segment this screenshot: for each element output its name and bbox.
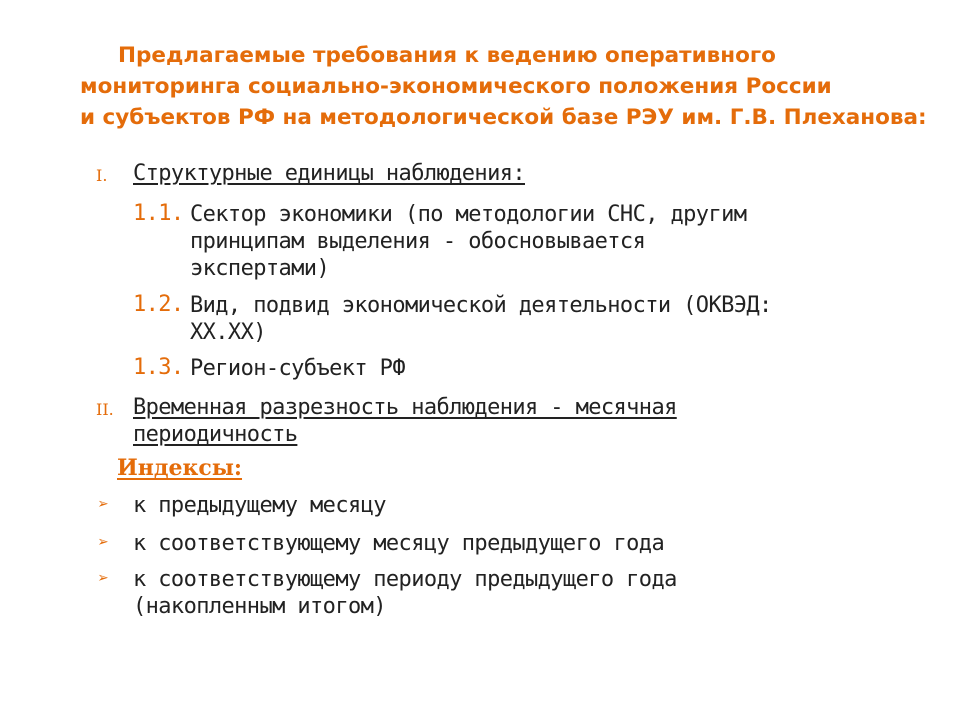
section-2-line-1: Временная разрезность наблюдения - месячная (133, 395, 677, 420)
title-line-1: Предлагаемые требования к ведению оперативного (118, 43, 776, 68)
item-1-1-number: 1.1. (133, 201, 184, 226)
section-1-marker: I. (96, 166, 108, 185)
item-1-2-number: 1.2. (133, 292, 184, 317)
item-1-3-number: 1.3. (133, 355, 184, 380)
arrow-bullet-icon: ➢ (98, 532, 109, 553)
index-item-1: к предыдущему месяцу (133, 493, 386, 518)
index-item-2: к соответствующему месяцу предыдущего года (133, 531, 665, 556)
arrow-bullet-icon: ➢ (98, 494, 109, 515)
section-2-marker: II. (96, 400, 114, 419)
index-item-3-line-2: (накопленным итогом) (133, 594, 386, 619)
item-1-3-line-1: Регион-субъект РФ (190, 356, 405, 381)
arrow-bullet-icon: ➢ (98, 568, 109, 589)
index-item-3-line-1: к соответствующему периоду предыдущего года (133, 567, 677, 592)
title-line-3: и субъектов РФ на методологической базе РЭУ им. Г.В. Плеханова: (80, 105, 927, 130)
item-1-1-line-3: экспертами) (190, 256, 330, 281)
section-2-line-2: периодичность (133, 422, 298, 447)
section-1-heading: Структурные единицы наблюдения: (133, 161, 525, 186)
title-line-2: мониторинга социально-экономического положения России (80, 74, 832, 99)
item-1-1-line-2: принципам выделения - обосновывается (190, 229, 646, 254)
indexes-heading: Индексы: (117, 455, 243, 481)
item-1-2-line-1: Вид, подвид экономической деятельности (ОКВЭД: (190, 293, 772, 318)
item-1-2-line-2: ХХ.ХХ) (190, 320, 266, 345)
item-1-1-line-1: Сектор экономики (по методологии СНС, другим (190, 202, 747, 227)
